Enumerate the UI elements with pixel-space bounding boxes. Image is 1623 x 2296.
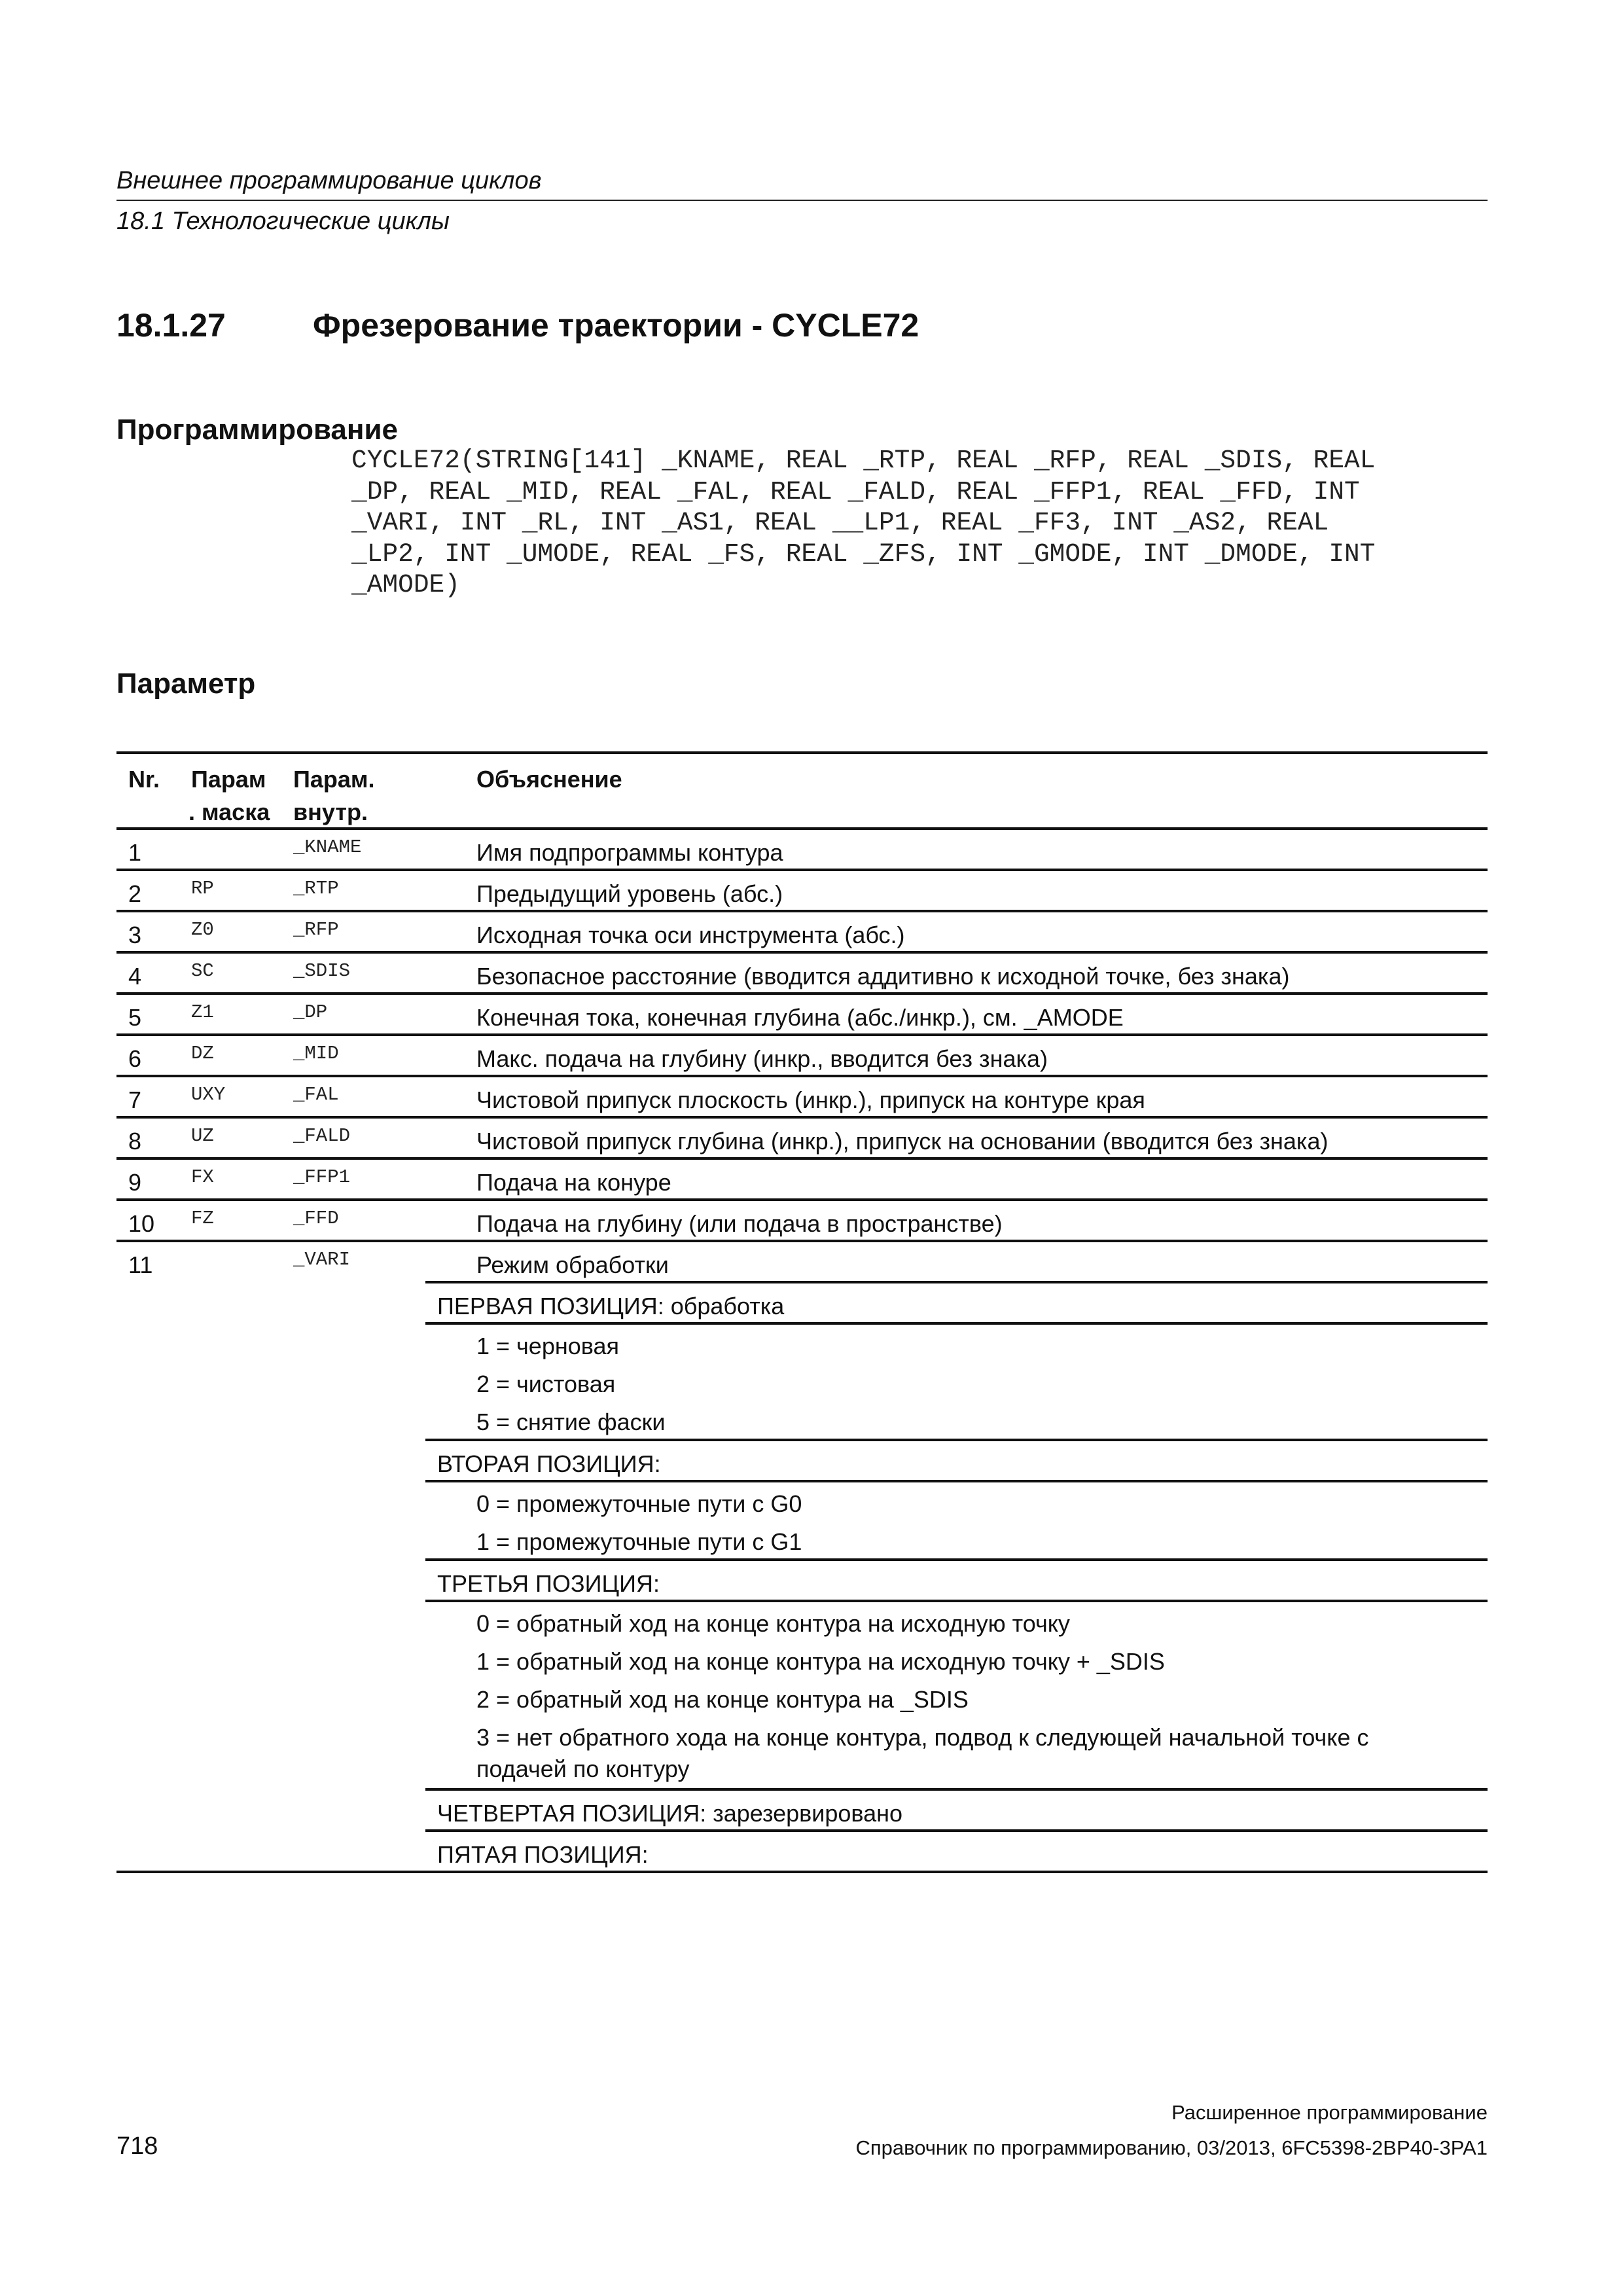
vari-position-1-item: 2 = чистовая [476, 1371, 616, 1397]
row-nr: 7 [128, 1086, 142, 1113]
footer-reference: Справочник по программированию, 03/2013, 6FC5398-2BP40-3PA1 [855, 2136, 1488, 2159]
row-rule [116, 951, 1488, 954]
row-explanation: Режим обработки [476, 1251, 669, 1278]
row-mask: SC [191, 960, 214, 982]
vari-position-3-item: 2 = обратный ход на конце контура на _SDIS [476, 1686, 969, 1713]
col-header-mask-line2: . маска [188, 798, 270, 825]
programming-heading: Программирование [116, 414, 398, 446]
vari-position-4: ЧЕТВЕРТАЯ ПОЗИЦИЯ: зарезервировано [437, 1800, 903, 1827]
row-explanation: Исходная точка оси инструмента (абс.) [476, 922, 905, 948]
row-explanation: Безопасное расстояние (вводится аддитивно к исходной точке, без знака) [476, 963, 1290, 990]
table-header-rule [116, 827, 1488, 830]
row-explanation: Имя подпрограммы контура [476, 839, 783, 866]
row-rule [116, 1116, 1488, 1119]
subrow-rule [425, 1281, 1488, 1283]
row-internal: _SDIS [293, 960, 351, 982]
row-mask: FZ [191, 1208, 214, 1229]
subrow-rule [425, 1829, 1488, 1832]
row-nr: 5 [128, 1004, 142, 1031]
col-header-explanation: Объяснение [476, 766, 622, 793]
section-number: 18.1.27 [116, 307, 226, 344]
row-internal: _RTP [293, 878, 339, 899]
col-header-internal-line1: Парам. [293, 766, 375, 793]
row-nr: 2 [128, 880, 142, 907]
row-explanation: Чистовой припуск плоскость (инкр.), припуск на контуре края [476, 1086, 1145, 1113]
row-internal: _FFP1 [293, 1166, 351, 1188]
row-rule [116, 1240, 1488, 1242]
row-rule [116, 1157, 1488, 1160]
row-rule [116, 1198, 1488, 1201]
vari-position-2-item: 1 = промежуточные пути с G1 [476, 1528, 802, 1555]
row-mask: Z0 [191, 919, 214, 941]
row-rule [116, 869, 1488, 871]
vari-position-2: ВТОРАЯ ПОЗИЦИЯ: [437, 1450, 661, 1477]
vari-position-3-item: 1 = обратный ход на конце контура на исходную точку + _SDIS [476, 1648, 1165, 1675]
row-mask: Z1 [191, 1001, 214, 1023]
row-mask: UZ [191, 1125, 214, 1147]
row-nr: 10 [128, 1210, 155, 1237]
row-nr: 4 [128, 963, 142, 990]
vari-position-1: ПЕРВАЯ ПОЗИЦИЯ: обработка [437, 1293, 785, 1319]
subrow-rule [425, 1439, 1488, 1441]
table-top-rule [116, 751, 1488, 754]
subrow-rule [425, 1788, 1488, 1791]
row-mask: UXY [191, 1084, 226, 1105]
table-bottom-rule [116, 1871, 1488, 1873]
row-nr: 6 [128, 1045, 142, 1072]
row-rule [116, 992, 1488, 995]
page-number: 718 [116, 2132, 158, 2160]
footer-book-title: Расширенное программирование [1171, 2101, 1488, 2124]
row-explanation: Подача на конуре [476, 1169, 671, 1196]
vari-position-3-item: 0 = обратный ход на конце контура на исходную точку [476, 1610, 1070, 1637]
row-mask: DZ [191, 1043, 214, 1064]
row-explanation: Подача на глубину (или подача в пространстве) [476, 1210, 1003, 1237]
row-explanation: Макс. подача на глубину (инкр., вводится без знака) [476, 1045, 1048, 1072]
row-internal: _VARI [293, 1249, 351, 1270]
row-mask: RP [191, 878, 214, 899]
row-nr: 3 [128, 922, 142, 948]
col-header-mask-line1: Парам [191, 766, 266, 793]
row-explanation: Предыдущий уровень (абс.) [476, 880, 783, 907]
vari-position-3-item: 3 = нет обратного хода на конце контура, подвод к следующей начальной точке с [476, 1724, 1369, 1751]
row-internal: _MID [293, 1043, 339, 1064]
row-explanation: Конечная тока, конечная глубина (абс./инкр.), см. _AMODE [476, 1004, 1124, 1031]
row-rule [116, 1033, 1488, 1036]
row-explanation: Чистовой припуск глубина (инкр.), припуск на основании (вводится без знака) [476, 1128, 1329, 1155]
vari-position-3-item-continued: подачей по контуру [476, 1755, 690, 1782]
col-header-internal-line2: внутр. [293, 798, 368, 825]
running-header-chapter: Внешнее программирование циклов [116, 167, 542, 194]
vari-position-1-item: 1 = черновая [476, 1333, 619, 1359]
row-nr: 1 [128, 839, 142, 866]
row-nr: 9 [128, 1169, 142, 1196]
parameter-heading: Параметр [116, 668, 256, 700]
row-internal: _RFP [293, 919, 339, 941]
vari-position-1-item: 5 = снятие фаски [476, 1408, 666, 1435]
section-title: Фрезерование траектории - CYCLE72 [313, 307, 919, 344]
row-rule [116, 1075, 1488, 1077]
row-internal: _KNAME [293, 836, 362, 858]
subrow-rule [425, 1558, 1488, 1561]
row-internal: _DP [293, 1001, 328, 1023]
row-nr: 8 [128, 1128, 142, 1155]
running-header-section: 18.1 Технологические циклы [116, 207, 450, 235]
subrow-rule [425, 1480, 1488, 1482]
code-syntax: CYCLE72(STRING[141] _KNAME, REAL _RTP, REAL _RFP, REAL _SDIS, REAL _DP, REAL _MID, REAL _FAL, REAL _FALD, REAL _FFP1, REAL _FFD, INT _VARI, INT _RL, INT _AS1, REAL __LP1, REAL _FF3, INT _AS2, REAL _LP2, INT _UMODE, REAL _FS, REAL _ZFS, INT _GMODE, INT _DMODE, INT _AMODE) [351, 446, 1376, 600]
vari-position-2-item: 0 = промежуточные пути с G0 [476, 1490, 802, 1517]
subrow-rule [425, 1600, 1488, 1602]
subrow-rule [425, 1322, 1488, 1325]
col-header-nr: Nr. [128, 766, 160, 793]
row-mask: FX [191, 1166, 214, 1188]
row-internal: _FALD [293, 1125, 351, 1147]
header-divider [116, 200, 1488, 201]
row-internal: _FFD [293, 1208, 339, 1229]
row-nr: 11 [128, 1251, 153, 1278]
vari-position-3: ТРЕТЬЯ ПОЗИЦИЯ: [437, 1570, 660, 1597]
row-internal: _FAL [293, 1084, 339, 1105]
vari-position-5: ПЯТАЯ ПОЗИЦИЯ: [437, 1841, 649, 1868]
row-rule [116, 910, 1488, 912]
